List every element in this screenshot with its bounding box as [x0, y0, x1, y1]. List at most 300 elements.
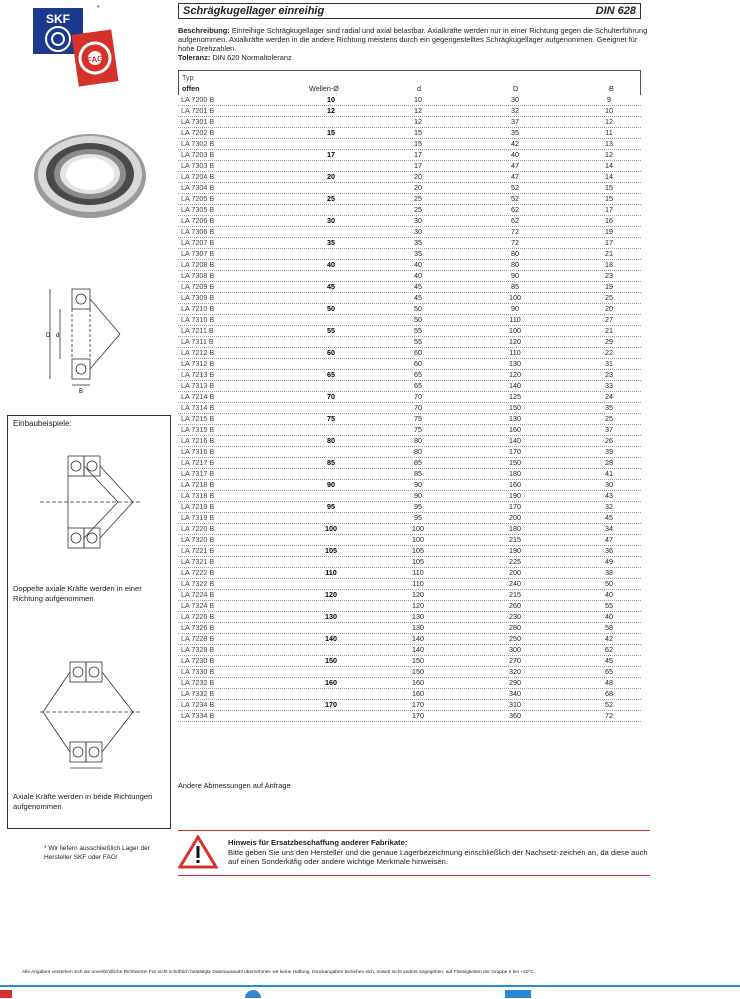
B-cell: 45 [605, 513, 613, 522]
B-cell: 50 [605, 579, 613, 588]
shaft-cell: 65 [327, 370, 335, 379]
B-cell: 58 [605, 623, 613, 632]
shaft-cell: 20 [327, 172, 335, 181]
D-cell: 62 [511, 205, 519, 214]
d-cell: 130 [412, 623, 424, 632]
D-cell: 250 [509, 634, 521, 643]
d-cell: 140 [412, 634, 424, 643]
d-cell: 150 [412, 656, 424, 665]
page-title: Schrägkugellager einreihig [183, 5, 325, 17]
d-cell: 15 [414, 128, 422, 137]
shaft-cell: 120 [325, 590, 337, 599]
d-cell: 95 [414, 502, 422, 511]
type-cell: LA 7202 B [181, 128, 215, 137]
D-cell: 150 [509, 403, 521, 412]
d-cell: 20 [414, 183, 422, 192]
footer-logo-center [245, 990, 261, 998]
type-cell: LA 7315 B [181, 425, 215, 434]
table-row [178, 139, 641, 150]
shaft-cell: 40 [327, 260, 335, 269]
D-cell: 130 [509, 359, 521, 368]
D-cell: 90 [511, 304, 519, 313]
shaft-cell: 85 [327, 458, 335, 467]
type-cell: LA 7313 B [181, 381, 215, 390]
d-cell: 12 [414, 117, 422, 126]
type-cell: LA 7226 B [181, 612, 215, 621]
D-cell: 300 [509, 645, 521, 654]
table-row [178, 414, 641, 425]
drawing-label-B: B [79, 389, 84, 395]
D-cell: 140 [509, 436, 521, 445]
B-cell: 25 [605, 414, 613, 423]
type-cell: LA 7310 B [181, 315, 215, 324]
D-cell: 125 [509, 392, 521, 401]
type-cell: LA 7334 B [181, 711, 215, 720]
table-row [178, 304, 641, 315]
type-cell: LA 7218 B [181, 480, 215, 489]
type-cell: LA 7230 B [181, 656, 215, 665]
table-row [178, 403, 641, 414]
D-cell: 52 [511, 194, 519, 203]
warning-text [228, 838, 648, 867]
D-cell: 180 [509, 524, 521, 533]
B-cell: 18 [605, 260, 613, 269]
tolerance-label: Toleranz: [178, 53, 211, 62]
D-cell: 240 [509, 579, 521, 588]
B-cell: 31 [605, 359, 613, 368]
D-cell: 260 [509, 601, 521, 610]
type-cell: LA 7312 B [181, 359, 215, 368]
d-cell: 20 [414, 172, 422, 181]
B-cell: 17 [605, 205, 613, 214]
d-cell: 80 [414, 447, 422, 456]
B-cell: 14 [605, 172, 613, 181]
type-cell: LA 7221 B [181, 546, 215, 555]
D-cell: 100 [509, 326, 521, 335]
type-cell: LA 7316 B [181, 447, 215, 456]
type-cell: LA 7234 B [181, 700, 215, 709]
table-row [178, 524, 641, 535]
bearing-photo [32, 128, 152, 220]
d-cell: 45 [414, 293, 422, 302]
D-cell: 80 [511, 249, 519, 258]
B-cell: 45 [605, 656, 613, 665]
header-d: d [417, 84, 421, 93]
d-cell: 60 [414, 359, 422, 368]
table-row [178, 150, 641, 161]
table-row [178, 183, 641, 194]
type-cell: LA 7321 B [181, 557, 215, 566]
type-cell: LA 7201 B [181, 106, 215, 115]
table-row [178, 535, 641, 546]
shaft-cell: 100 [325, 524, 337, 533]
type-cell: LA 7309 B [181, 293, 215, 302]
D-cell: 150 [509, 458, 521, 467]
type-cell: LA 7215 B [181, 414, 215, 423]
d-cell: 85 [414, 458, 422, 467]
D-cell: 225 [509, 557, 521, 566]
d-cell: 160 [412, 678, 424, 687]
D-cell: 120 [509, 337, 521, 346]
shaft-cell: 130 [325, 612, 337, 621]
table-row [178, 315, 641, 326]
d-cell: 100 [412, 524, 424, 533]
warning-heading: Hinweis für Ersatzbeschaffung anderer Fabrikate: [228, 838, 408, 847]
type-cell: LA 7210 B [181, 304, 215, 313]
table-row [178, 667, 641, 678]
d-cell: 30 [414, 216, 422, 225]
d-cell: 95 [414, 513, 422, 522]
B-cell: 24 [605, 392, 613, 401]
D-cell: 160 [509, 480, 521, 489]
B-cell: 20 [605, 304, 613, 313]
tolerance-text: DIN 620 Normaltoleranz [212, 53, 292, 62]
D-cell: 90 [511, 271, 519, 280]
d-cell: 75 [414, 425, 422, 434]
table-row [178, 700, 641, 711]
D-cell: 230 [509, 612, 521, 621]
D-cell: 72 [511, 238, 519, 247]
d-cell: 140 [412, 645, 424, 654]
table-row [178, 689, 641, 700]
D-cell: 35 [511, 128, 519, 137]
table-row [178, 502, 641, 513]
table-row [178, 381, 641, 392]
table-row [178, 326, 641, 337]
example2-drawing [38, 656, 143, 776]
table-body [178, 95, 641, 722]
type-cell: LA 7206 B [181, 216, 215, 225]
shaft-cell: 105 [325, 546, 337, 555]
B-cell: 15 [605, 183, 613, 192]
shaft-cell: 50 [327, 304, 335, 313]
d-cell: 110 [412, 579, 424, 588]
type-cell: LA 7322 B [181, 579, 215, 588]
table-row [178, 205, 641, 216]
shaft-cell: 75 [327, 414, 335, 423]
d-cell: 35 [414, 238, 422, 247]
d-cell: 90 [414, 480, 422, 489]
B-cell: 65 [605, 667, 613, 676]
table-row [178, 359, 641, 370]
shaft-cell: 90 [327, 480, 335, 489]
d-cell: 45 [414, 282, 422, 291]
warning-rule-top [178, 830, 650, 831]
B-cell: 33 [605, 381, 613, 390]
B-cell: 12 [605, 117, 613, 126]
table-row [178, 106, 641, 117]
type-cell: LA 7330 B [181, 667, 215, 676]
shaft-cell: 150 [325, 656, 337, 665]
fag-logo-text: FAG [86, 53, 104, 66]
table-row [178, 601, 641, 612]
D-cell: 215 [509, 535, 521, 544]
shaft-cell: 17 [327, 150, 335, 159]
table-row [178, 238, 641, 249]
B-cell: 26 [605, 436, 613, 445]
header-shaft: Wellen-Ø [309, 84, 339, 93]
B-cell: 62 [605, 645, 613, 654]
B-cell: 28 [605, 458, 613, 467]
table-row [178, 711, 641, 722]
d-cell: 40 [414, 260, 422, 269]
fag-logo [72, 29, 119, 86]
table-row [178, 568, 641, 579]
B-cell: 36 [605, 546, 613, 555]
d-cell: 10 [414, 95, 422, 104]
warning-body: Bitte geben Sie uns den Hersteller und die genaue Lagerbezeichnung einschließlich der Nachsetz-zeichen an, da diese auch auf einen Sonderkäfig oder andere wichtige Merkmale hinweisen. [228, 847, 648, 866]
D-cell: 270 [509, 656, 521, 665]
type-cell: LA 7220 B [181, 524, 215, 533]
B-cell: 9 [607, 95, 611, 104]
B-cell: 48 [605, 678, 613, 687]
type-cell: LA 7319 B [181, 513, 215, 522]
d-cell: 130 [412, 612, 424, 621]
d-cell: 50 [414, 315, 422, 324]
d-cell: 80 [414, 436, 422, 445]
type-cell: LA 7208 B [181, 260, 215, 269]
d-cell: 17 [414, 161, 422, 170]
type-cell: LA 7324 B [181, 601, 215, 610]
shaft-cell: 110 [325, 568, 337, 577]
type-cell: LA 7214 B [181, 392, 215, 401]
table-row [178, 557, 641, 568]
type-cell: LA 7209 B [181, 282, 215, 291]
type-cell: LA 7318 B [181, 491, 215, 500]
B-cell: 16 [605, 216, 613, 225]
table-row [178, 128, 641, 139]
type-cell: LA 7303 B [181, 161, 215, 170]
D-cell: 200 [509, 568, 521, 577]
B-cell: 22 [605, 348, 613, 357]
shaft-cell: 140 [325, 634, 337, 643]
table-row [178, 260, 641, 271]
shaft-cell: 95 [327, 502, 335, 511]
shaft-cell: 30 [327, 216, 335, 225]
table-row [178, 579, 641, 590]
B-cell: 13 [605, 139, 613, 148]
table-row [178, 458, 641, 469]
table-footer-note: Andere Abmessungen auf Anfrage [178, 781, 291, 790]
examples-box [7, 415, 171, 829]
examples-title: Einbaubeispiele: [13, 419, 72, 428]
d-cell: 17 [414, 150, 422, 159]
d-cell: 170 [412, 700, 424, 709]
B-cell: 14 [605, 161, 613, 170]
type-cell: LA 7205 B [181, 194, 215, 203]
B-cell: 32 [605, 502, 613, 511]
D-cell: 190 [509, 546, 521, 555]
drawing-label-D: D [46, 333, 51, 339]
d-cell: 25 [414, 194, 422, 203]
table-row [178, 282, 641, 293]
table-row [178, 271, 641, 282]
table-row [178, 161, 641, 172]
type-cell: LA 7228 B [181, 634, 215, 643]
d-cell: 65 [414, 370, 422, 379]
d-cell: 120 [412, 601, 424, 610]
shaft-cell: 15 [327, 128, 335, 137]
D-cell: 215 [509, 590, 521, 599]
D-cell: 110 [509, 348, 521, 357]
B-cell: 41 [605, 469, 613, 478]
drawing-label-d: d [56, 333, 60, 339]
D-cell: 62 [511, 216, 519, 225]
type-cell: LA 7307 B [181, 249, 215, 258]
d-cell: 65 [414, 381, 422, 390]
table-row [178, 678, 641, 689]
shaft-cell: 25 [327, 194, 335, 203]
footer-logo-left [0, 990, 12, 998]
D-cell: 120 [509, 370, 521, 379]
D-cell: 290 [509, 678, 521, 687]
shaft-cell: 12 [327, 106, 335, 115]
d-cell: 120 [412, 590, 424, 599]
description-text: Einreihige Schrägkugellager sind radial und axial belastbar. Axialkräfte werden nur in einer Richtung gegen die Schulterführung aufgenommen. Axialkräfte werden in die andere Richtung meistens durch ein gegengestelltes Schrägkugellager aufgenommen. Geeignet für hohe Drehzahlen. [178, 26, 648, 53]
table-row [178, 590, 641, 601]
header-typ: Typ [182, 73, 194, 82]
d-cell: 105 [412, 557, 424, 566]
B-cell: 42 [605, 634, 613, 643]
type-cell: LA 7212 B [181, 348, 215, 357]
table-row [178, 117, 641, 128]
footer-logo-right [505, 990, 531, 998]
d-cell: 12 [414, 106, 422, 115]
type-cell: LA 7203 B [181, 150, 215, 159]
B-cell: 19 [605, 282, 613, 291]
B-cell: 68 [605, 689, 613, 698]
B-cell: 27 [605, 315, 613, 324]
type-cell: LA 7304 B [181, 183, 215, 192]
D-cell: 320 [509, 667, 521, 676]
example1-text: Doppelte axiale Kräfte werden in einer Richtung aufgenommen [13, 584, 142, 603]
table-row [178, 546, 641, 557]
d-cell: 150 [412, 667, 424, 676]
shaft-cell: 70 [327, 392, 335, 401]
table-row [178, 249, 641, 260]
B-cell: 39 [605, 447, 613, 456]
bearing-section-drawing [40, 285, 125, 395]
table-row [178, 623, 641, 634]
d-cell: 30 [414, 227, 422, 236]
B-cell: 23 [605, 370, 613, 379]
type-cell: LA 7328 B [181, 645, 215, 654]
B-cell: 30 [605, 480, 613, 489]
d-cell: 35 [414, 249, 422, 258]
B-cell: 37 [605, 425, 613, 434]
D-cell: 100 [509, 293, 521, 302]
type-cell: LA 7311 B [181, 337, 214, 346]
skf-logo-text: SKF [46, 12, 70, 26]
B-cell: 40 [605, 612, 613, 621]
B-cell: 29 [605, 337, 613, 346]
table-row [178, 612, 641, 623]
norm-label: DIN 628 [595, 5, 636, 17]
example2-text: Axiale Kräfte werden in beide Richtungen aufgenommen [13, 792, 153, 811]
d-cell: 60 [414, 348, 422, 357]
B-cell: 25 [605, 293, 613, 302]
type-cell: LA 7217 B [181, 458, 215, 467]
D-cell: 72 [511, 227, 519, 236]
B-cell: 19 [605, 227, 613, 236]
table-header [178, 70, 641, 95]
table-row [178, 392, 641, 403]
table-row [178, 513, 641, 524]
shaft-cell: 80 [327, 436, 335, 445]
type-cell: LA 7211 B [181, 326, 214, 335]
B-cell: 10 [605, 106, 613, 115]
B-cell: 52 [605, 700, 613, 709]
bottom-rule [0, 985, 740, 987]
header-B: B [609, 84, 614, 93]
type-cell: LA 7200 B [181, 95, 215, 104]
D-cell: 200 [509, 513, 521, 522]
B-cell: 47 [605, 535, 613, 544]
d-cell: 70 [414, 403, 422, 412]
D-cell: 40 [511, 150, 519, 159]
table-row [178, 645, 641, 656]
D-cell: 140 [509, 381, 521, 390]
logo-asterisk: * [97, 5, 100, 12]
type-cell: LA 7320 B [181, 535, 215, 544]
D-cell: 37 [511, 117, 519, 126]
disclaimer: Alle Angaben verstehen sich als unverbindliche Richtwerte! Für nicht schriftlich bestätigte Datenauswahl übernehmen wir keine Haftung. Druckangaben beziehen sich, soweit nicht anders angegeben, auf Flüssigkeiten der Gruppe II bei +20°C. [22, 970, 536, 975]
D-cell: 190 [509, 491, 521, 500]
d-cell: 50 [414, 304, 422, 313]
type-cell: LA 7308 B [181, 271, 215, 280]
table-row [178, 337, 641, 348]
D-cell: 32 [511, 106, 519, 115]
B-cell: 11 [605, 128, 613, 137]
warning-icon [178, 835, 218, 869]
table-row [178, 447, 641, 458]
table-row [178, 216, 641, 227]
shaft-cell: 35 [327, 238, 335, 247]
B-cell: 35 [605, 403, 613, 412]
D-cell: 280 [509, 623, 521, 632]
B-cell: 38 [605, 568, 613, 577]
table-row [178, 436, 641, 447]
type-cell: LA 7306 B [181, 227, 215, 236]
table-row [178, 491, 641, 502]
dimensions-table [178, 70, 641, 722]
D-cell: 160 [509, 425, 521, 434]
table-row [178, 293, 641, 304]
type-cell: LA 7317 B [181, 469, 215, 478]
type-cell: LA 7213 B [181, 370, 215, 379]
shaft-cell: 10 [327, 95, 335, 104]
type-cell: LA 7332 B [181, 689, 215, 698]
shaft-cell: 55 [327, 326, 335, 335]
d-cell: 25 [414, 205, 422, 214]
shaft-cell: 170 [325, 700, 337, 709]
B-cell: 55 [605, 601, 613, 610]
table-row [178, 227, 641, 238]
shaft-cell: 45 [327, 282, 335, 291]
D-cell: 80 [511, 260, 519, 269]
type-cell: LA 7219 B [181, 502, 215, 511]
type-cell: LA 7232 B [181, 678, 215, 687]
warning-rule-bottom [178, 875, 650, 876]
type-cell: LA 7314 B [181, 403, 215, 412]
B-cell: 34 [605, 524, 613, 533]
B-cell: 15 [605, 194, 613, 203]
shaft-cell: 160 [325, 678, 337, 687]
table-row [178, 95, 641, 106]
type-cell: LA 7302 B [181, 139, 215, 148]
table-row [178, 480, 641, 491]
title-bar [178, 3, 641, 19]
